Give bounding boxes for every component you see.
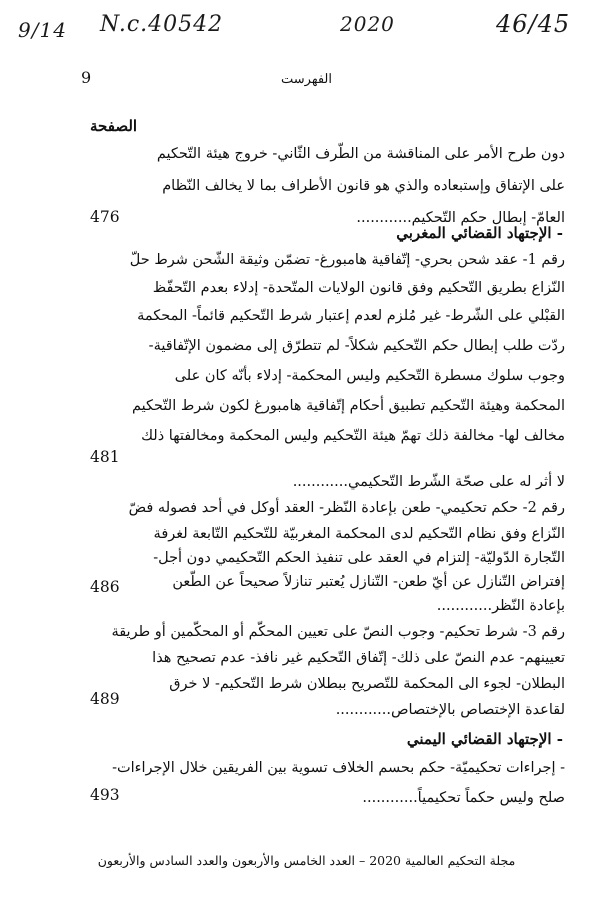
page-footer: مجلة التحكيم العالمية 2020 – العدد الخامس والأربعون والعدد السادس والأربعون xyxy=(97,853,516,868)
intro-line-1: دون طرح الأمر على المناقشة من الطّرف الثّاني- خروج هيئة التّحكيم xyxy=(156,146,565,162)
entry-1-line-6: المحكمة وهيئة التّحكيم تطبيق أحكام إتّفاقية هامبورغ لكون شرط التّحكيم xyxy=(132,398,565,414)
handwritten-range: 46/45 xyxy=(496,10,571,38)
page-column-label: الصفحة xyxy=(90,117,138,135)
entry-3-line-1: رقم 3- شرط تحكيم- وجوب النصّ على تعيين المحكّم أو المحكّمين أو طريقة xyxy=(111,624,565,640)
entry-3-line-3: البطلان- لجوء الى المحكمة للتّصريح ببطلان شرط التّحكيم- لا خرق xyxy=(169,676,565,692)
entry-4-line-1: - إجراءات تحكيميّة- حكم بحسم الخلاف تسوية بين الفريقين خلال الإجراءات- xyxy=(112,760,565,776)
entry-2-line-3: التّجارة الدّوليّة- إلتزام في العقد على تنفيذ الحكم التّحكيمي دون أجل- xyxy=(153,550,565,566)
entry-1-page-ref: 481 xyxy=(90,448,120,466)
entry-1-line-1: رقم 1- عقد شحن بحري- إتّفاقية هامبورغ- تضمّن وثيقة الشّحن شرط حلّ xyxy=(129,252,565,268)
entry-1-line-5: وجوب سلوك مسطرة التّحكيم وليس المحكمة- إدلاء بأنّه كان على xyxy=(174,368,565,384)
intro-line-3: العامّ- إبطال حكم التّحكيم............ xyxy=(356,210,565,226)
entry-1-line-7: مخالف لها- مخالفة ذلك تهمّ هيئة التّحكيم وليس المحكمة ومخالفتها ذلك xyxy=(141,428,565,444)
entry-4-page-ref: 493 xyxy=(90,786,120,804)
section-title-yemen: - الإجتهاد القضائي اليمني xyxy=(406,730,563,748)
entry-1-line-2: النّزاع بطريق التّحكيم وفق قانون الولايات المتّحدة- إدلاء بعدم التّحفّظ xyxy=(152,280,565,296)
entry-4-line-2: صلح وليس حكماً تحكيمياً............ xyxy=(362,790,565,806)
entry-1-line-8: لا أثر له على صحّة الشّرط التّحكيمي............ xyxy=(292,474,565,490)
entry-2-line-5: بإعادة النّظر............ xyxy=(436,598,565,614)
entry-2-page-ref: 486 xyxy=(90,578,120,596)
handwritten-year: 2020 xyxy=(340,12,395,36)
entry-3-line-2: تعيينهم- عدم النصّ على ذلك- إتّفاق التّحكيم غير نافذ- عدم تصحيح هذا xyxy=(152,650,565,666)
page-title: الفهرست xyxy=(281,72,332,87)
page-number: 9 xyxy=(81,68,92,87)
section-title-morocco: - الإجتهاد القضائي المغربي xyxy=(396,224,563,242)
entry-2-line-1: رقم 2- حكم تحكيمي- طعن بإعادة النّظر- العقد أوكل في أحد فصوله فضّ xyxy=(128,500,565,516)
entry-1-line-3: القبْلي على الشّرط- غير مُلزم لعدم إعتبار شرط التّحكيم قائماً- المحكمة xyxy=(137,308,565,324)
intro-line-2: على الإتفاق وإستبعاده والذي هو قانون الأطراف بما لا يخالف النّظام xyxy=(162,178,565,194)
handwritten-page-ref: 9/14 xyxy=(18,18,67,42)
entry-2-line-2: النّزاع وفق نظام التّحكيم لدى المحكمة المغربيّة للتّحكيم التّابعة لغرفة xyxy=(153,526,565,542)
handwritten-code: N.c.40542 xyxy=(100,12,224,37)
entry-3-line-4: لقاعدة الإختصاص بالإختصاص............ xyxy=(335,702,565,718)
entry-2-line-4: إفتراض التّنازل عن أيّ طعن- التّنازل يُعتبر تنازلاً صحيحاً عن الطّعن xyxy=(172,574,565,590)
entry-1-line-4: ردّت طلب إبطال حكم التّحكيم شكلاً- لم تتطرّق إلى مضمون الإتّفاقية- xyxy=(148,338,565,354)
intro-page-ref: 476 xyxy=(90,208,120,226)
entry-3-page-ref: 489 xyxy=(90,690,120,708)
